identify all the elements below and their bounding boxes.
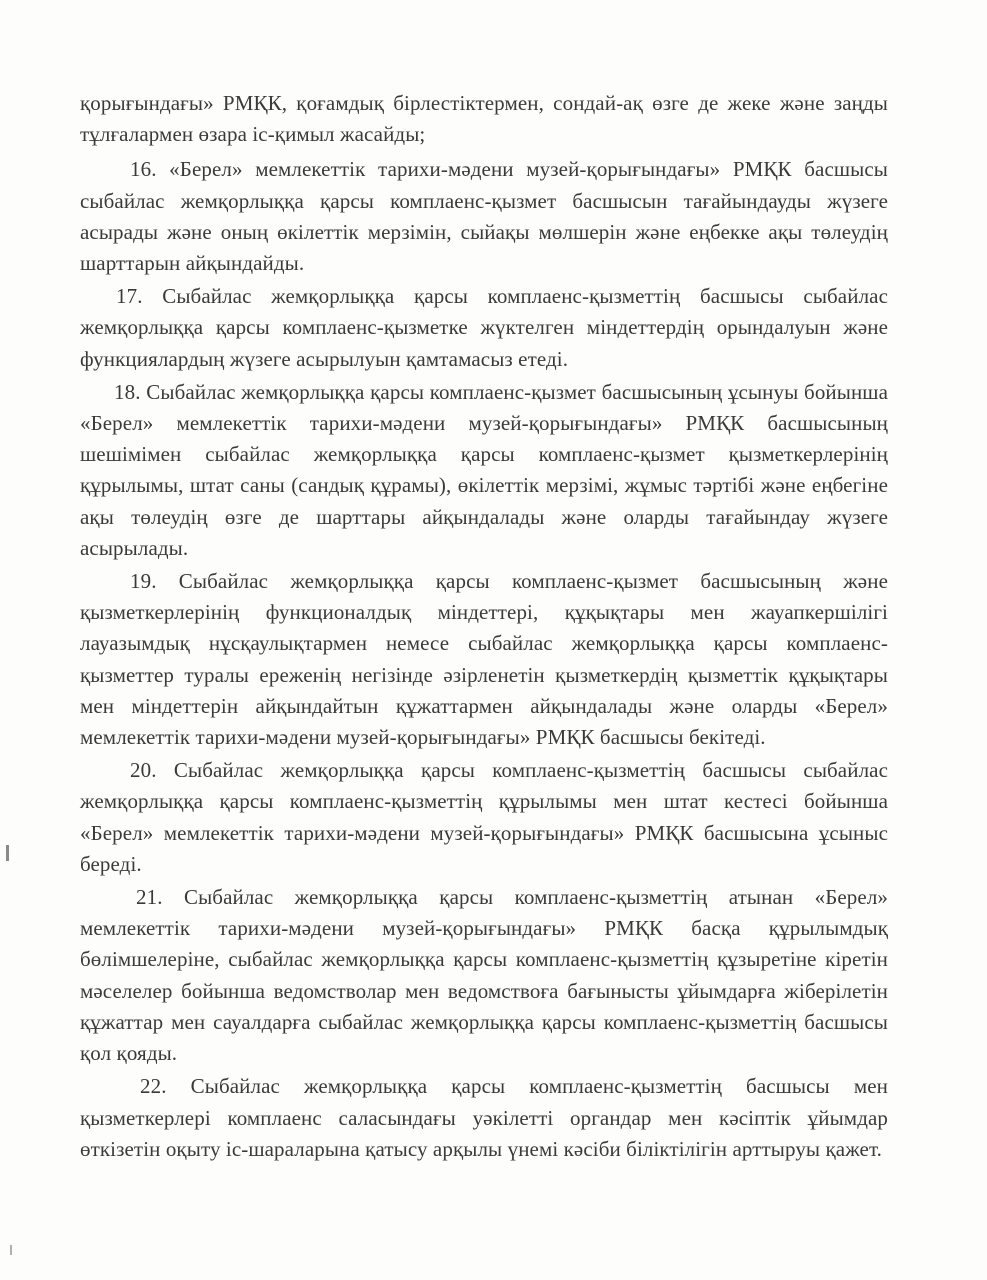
paragraph-21: 21. Сыбайлас жемқорлыққа қарсы комплаенс-қызметтің атынан «Берел» мемлекеттік тарихи-мәдени музей-қорығындағы» РМҚК басқа құрылымдық бөлімшелеріне, сыбайлас жемқорлыққа қарсы комплаенс-қызметтің құзыретіне кіретін мәселелер бойынша ведомстволар мен ведомствоға бағынысты ұйымдарға жіберілетін құжаттар мен сауалдарға сыбайлас жемқорлыққа қарсы комплаенс-қызметтің басшысы қол қояды. <box>80 885 888 1066</box>
paragraph-16: 16. «Берел» мемлекеттік тарихи-мәдени музей-қорығындағы» РМҚК басшысы сыбайлас жемқорлыққа қарсы комплаенс-қызмет басшысын тағайындауды жүзеге асырады және оның өкілеттік мерзімін, сыйақы мөлшерін және еңбекке ақы төлеудің шарттарын айқындайды. <box>80 157 888 276</box>
paragraph-17: 17. Сыбайлас жемқорлыққа қарсы комплаенс-қызметтің басшысы сыбайлас жемқорлыққа қарсы комплаенс-қызметке жүктелген міндеттердің орындалуын және функциялардың жүзеге асырылуын қамтамасыз етеді. <box>80 284 888 371</box>
paragraph-19: 19. Сыбайлас жемқорлыққа қарсы комплаенс-қызмет басшысының және қызметкерлерінің функционалдық міндеттері, құқықтары мен жауапкершілігі лауазымдық нұсқаулықтармен немесе сыбайлас жемқорлыққа қарсы комплаенс-қызметтер туралы ереженің негізінде әзірленетін қызметкердің қызметтік құқықтары мен міндеттерін айқындайтын құжаттармен айқындалады және оларды «Берел» мемлекеттік тарихи-мәдени музей-қорығындағы» РМҚК басшысы бекітеді. <box>80 569 888 750</box>
paragraph-18: 18. Сыбайлас жемқорлыққа қарсы комплаенс-қызмет басшысының ұсынуы бойынша «Берел» мемлекеттік тарихи-мәдени музей-қорығындағы» РМҚК басшысының шешімімен сыбайлас жемқорлыққа қарсы комплаенс-қызмет қызметкерлерінің құрылымы, штат саны (сандық құрамы), өкілеттік мерзімі, жұмыс тәртібі және еңбегіне ақы төлеудің өзге де шарттары айқындалады және оларды тағайындау жүзеге асырылады. <box>80 379 888 560</box>
document-page <box>80 88 888 1165</box>
scan-artifact-mark <box>6 845 9 861</box>
scan-artifact-mark <box>10 1245 12 1255</box>
paragraph-22: 22. Сыбайлас жемқорлыққа қарсы комплаенс-қызметтің басшысы мен қызметкерлері комплаенс саласындағы уәкілетті органдар мен кәсіптік ұйымдар өткізетін оқыту іс-шараларына қатысу арқылы үнемі кәсіби біліктілігін арттыруы қажет. <box>80 1074 888 1161</box>
paragraph-20: 20. Сыбайлас жемқорлыққа қарсы комплаенс-қызметтің басшысы сыбайлас жемқорлыққа қарсы комплаенс-қызметтің құрылымы мен штат кестесі бойынша «Берел» мемлекеттік тарихи-мәдени музей-қорығындағы» РМҚК басшысына ұсыныс береді. <box>80 758 888 876</box>
paragraph-continuation: қорығындағы» РМҚК, қоғамдық бірлестіктермен, сондай-ақ өзге де жеке және заңды тұлғалармен өзара іс-қимыл жасайды; <box>80 91 888 147</box>
